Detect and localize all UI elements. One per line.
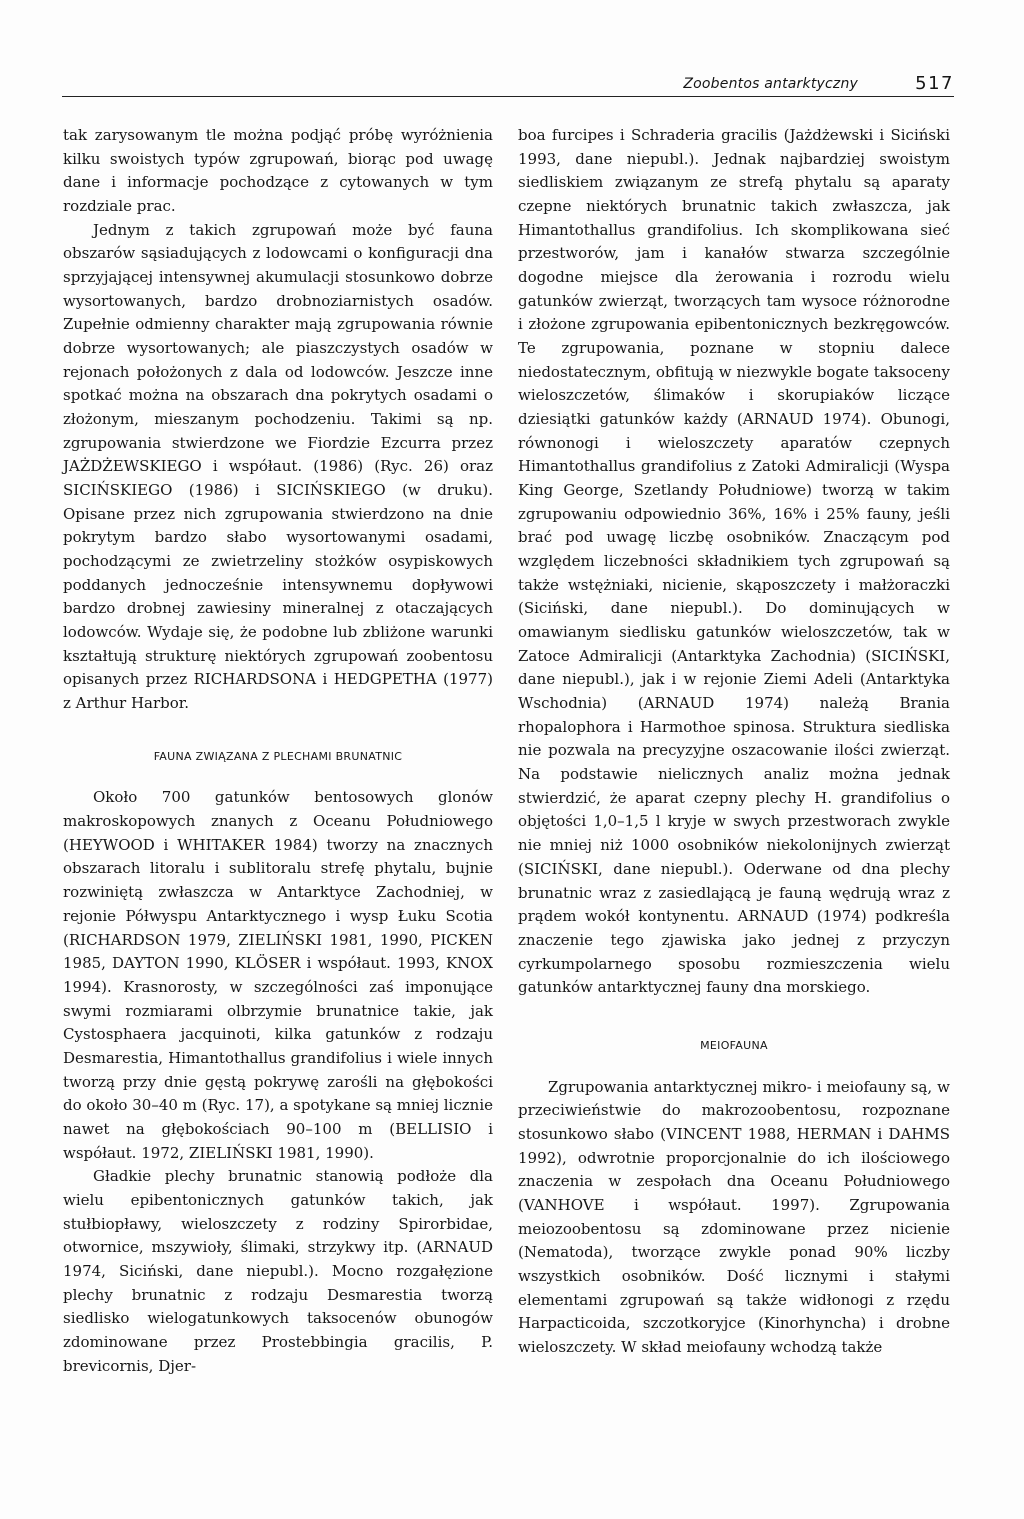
paragraph-continued: tak zarysowanym tle można podjąć próbę wyróżnienia kilku swoistych typów zgrupowań, biorąc pod uwagę dane i informacje pochodzące z cytowanych w tym rozdziale prac.: [63, 126, 493, 216]
section-heading-meiofauna: MEIOFAUNA: [700, 1038, 768, 1052]
right-column: [518, 124, 950, 1360]
paragraph-epibenthic-species: Gładkie plechy brunatnic stanowią podłoże dla wielu epibentonicznych gatunków takich, jak stułbiopławy, wieloszczety z rodziny Spirorbidae, otwornice, mszywioły, ślimaki, strzykwy itp. (ARNAUD 1974, Siciński, dane niepubl.). Mocno rozgałęzione plechy brunatnic z rodzaju Desmarestia tworzą siedlisko wielogatunkowych taksocenów obunogów zdominowane przez Prostebbingia gracilis, P. brevicornis, Djer-: [63, 1167, 493, 1375]
page-header: [62, 74, 954, 98]
header-rule: [62, 96, 954, 97]
paragraph-macroalgae: Około 700 gatunków bentosowych glonów makroskopowych znanych z Oceanu Południowego (HEYWOOD i WHITAKER 1984) tworzy na znacznych obszarach litoralu i sublitoralu strefę phytalu, bujnie rozwiniętą zwłaszcza w Antarktyce Zachodniej, w rejonie Półwyspu Antarktycznego i wysp Łuku Scotia (RICHARDSON 1979, ZIELIŃSKI 1981, 1990, PICKEN 1985, DAYTON 1990, KLÖSER i współaut. 1993, KNOX 1994). Krasnorosty, w szczególności zaś imponujące swymi rozmiarami olbrzymie brunatnice takie, jak Cystosphaera jacquinoti, kilka gatunków z rodzaju Desmarestia, Himantothallus grandifolius i wiele innych tworzą przy dnie gęstą pokrywę zarośli na głębokości do około 30–40 m (Ryc. 17), a spotykane są mniej licznie nawet na głębokościach 90–100 m (BELLISIO i współaut. 1972, ZIELIŃSKI 1981, 1990).: [63, 788, 493, 1162]
paragraph-meiofauna: Zgrupowania antarktycznej mikro- i meiofauny są, w przeciwieństwie do makrozoobentosu, rozpoznane stosunkowo słabo (VINCENT 1988, HERMAN i DAHMS 1992), odwrotnie proporcjonalnie do ich ilościowego znaczenia w zespołach dna Oceanu Południowego (VANHOVE i współaut. 1997). Zgrupowania meiozoobentosu są zdominowane przez nicienie (Nematoda), tworzące zwykle ponad 90% liczby wszystkich osobników. Dość licznymi i stałymi elementami zgrupowań są także widłonogi z rzędu Harpacticoida, szczotkoryjce (Kinorhyncha) i drobne wieloszczety. W skład meiofauny wchodzą także: [518, 1077, 950, 1356]
page-number: 517: [915, 73, 954, 94]
left-column: [63, 124, 493, 1378]
section-heading-brown-algae-fauna: FAUNA ZWIĄZANA Z PLECHAMI BRUNATNIC: [153, 749, 403, 763]
paragraph-holdfast-fauna: boa furcipes i Schraderia gracilis (Jażdżewski i Siciński 1993, dane niepubl.). Jednak najbardziej swoistym siedliskiem związanym ze strefą phytalu są aparaty czepne niektórych brunatnic takich zwłaszcza, jak Himantothallus grandifolius. Ich skomplikowana sieć przestworów, jam i kanałów stwarza szczególnie dogodne miejsce dla żerowania i rozrodu wielu gatunków zwierząt, tworzących tam wysoce różnorodne i złożone zgrupowania epibentonicznych bezkręgowców. Te zgrupowania, poznane w stopniu dalece niedostatecznym, obfitują w niezwykle bogate taksoceny wieloszczetów, ślimaków i skorupiaków liczące dziesiątki gatunków każdy (ARNAUD 1974). Obunogi, równonogi i wieloszczety aparatów czepnych Himantothallus grandifolius z Zatoki Admiralicji (Wyspa King George, Szetlandy Południowe) tworzą w takim zgrupowaniu odpowiednio 36%, 16% i 25% fauny, jeśli brać pod uwagę liczbę osobników. Znaczącym pod względem liczebności składnikiem tych zgrupowań są także wstężniaki, nicienie, skąposzczety i małżoraczki (Siciński, dane niepubl.). Do dominujących w omawianym siedlisku gatunków wieloszczetów, tak w Zatoce Admiralicji (Antarktyka Zachodnia) (SICIŃSKI, dane niepubl.), jak i w rejonie Ziemi Adeli (Antarktyka Wschodnia) (ARNAUD 1974) należą Brania rhopalophora i Harmothoe spinosa. Struktura siedliska nie pozwala na precyzyjne oszacowanie ilości zwierząt. Na podstawie nielicznych analiz można jednak stwierdzić, że aparat czepny plechy H. grandifolius o objętości 1,0–1,5 l kryje w swych przestworach zwykle nie mniej niż 1000 osobników niekolonijnych zwierząt (SICIŃSKI, dane niepubl.). Oderwane od dna plechy brunatnic wraz z zasiedlającą je fauną wędrują wraz z prądem wokół kontynentu. ARNAUD (1974) podkreśla znaczenie tego zjawiska jako jednej z przyczyn cyrkumpolarnego sposobu rozmieszczenia wielu gatunków antarktycznej fauny dna morskiego.: [518, 126, 950, 997]
running-title: Zoobentos antarktyczny: [683, 76, 858, 92]
paragraph-sediment-communities: Jednym z takich zgrupowań może być fauna obszarów sąsiadujących z lodowcami o konfiguracji dna sprzyjającej intensywnej akumulacji stosunkowo dobrze wysortowanych, bardzo drobnoziarnistych osadów. Zupełnie odmienny charakter mają zgrupowania równie dobrze wysortowanych; ale piaszczystych osadów w rejonach położonych z dala od lodowców. Jeszcze inne spotkać można na obszarach dna pokrytych osadami o złożonym, mieszanym pochodzeniu. Takimi są np. zgrupowania stwierdzone we Fiordzie Ezcurra przez JAŻDŻEWSKIEGO i współaut. (1986) (Ryc. 26) oraz SICIŃSKIEGO (1986) i SICIŃSKIEGO (w druku). Opisane przez nich zgrupowania stwierdzono na dnie pokrytym bardzo słabo wysortowanymi osadami, pochodzącymi ze zwietrzeliny stożków osypiskowych poddanych jednocześnie intensywnemu dopływowi bardzo drobnej zawiesiny mineralnej z otaczających lodowców. Wydaje się, że podobne lub zbliżone warunki kształtują strukturę niektórych zgrupowań zoobentosu opisanych przez RICHARDSONA i HEDGPETHA (1977) z Arthur Harbor.: [63, 220, 493, 713]
